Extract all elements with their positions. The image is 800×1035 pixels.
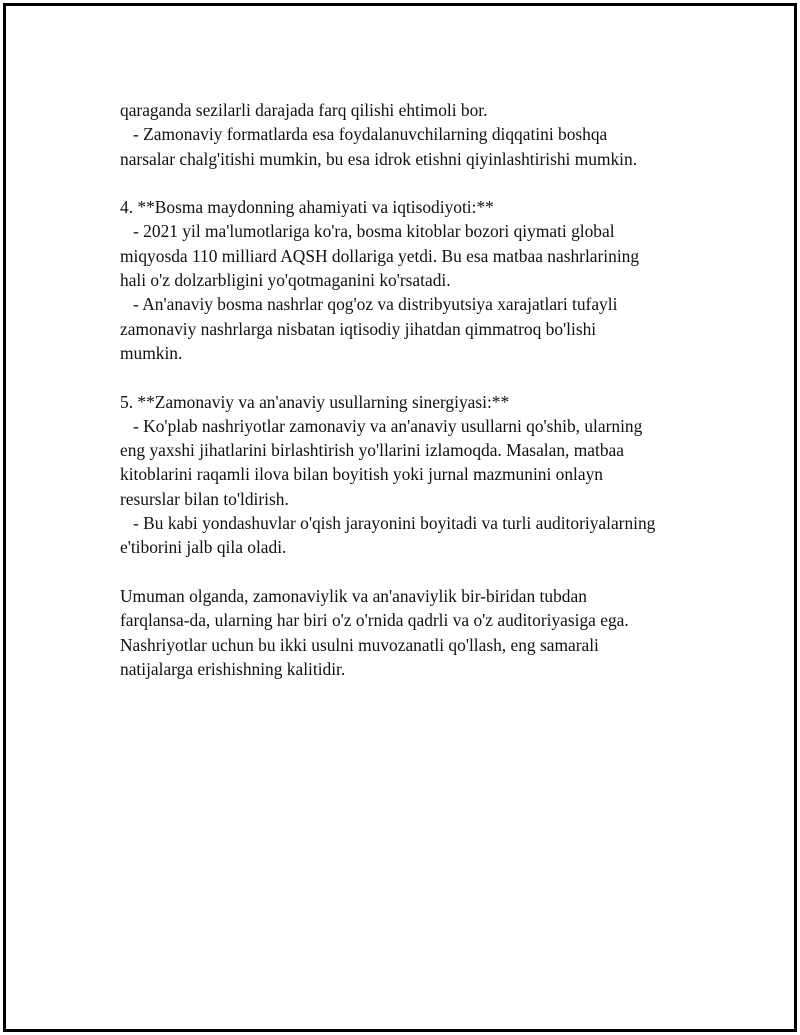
text-line: zamonaviy nashrlarga nisbatan iqtisodiy jihatdan qimmatroq bo'lishi xyxy=(120,318,597,339)
text-line: resurslar bilan to'ldirish. xyxy=(120,488,289,509)
text-line: - Zamonaviy formatlarda esa foydalanuvchilarning diqqatini boshqa xyxy=(120,124,608,145)
blank-line xyxy=(120,560,710,584)
text-line: kitoblarini raqamli ilova bilan boyitish yoki jurnal mazmunini onlayn xyxy=(120,464,603,485)
section-heading: 4. **Bosma maydonning ahamiyati va iqtisodiyoti:** xyxy=(120,197,494,218)
document-body xyxy=(120,98,710,681)
text-line: miqyosda 110 milliard AQSH dollariga yetdi. Bu esa matbaa nashrlarining xyxy=(120,245,640,266)
text-line: mumkin. xyxy=(120,342,183,363)
text-line: hali o'z dolzarbligini yo'qotmaganini ko'rsatadi. xyxy=(120,270,451,291)
page-frame xyxy=(3,3,797,1032)
text-line: Umuman olganda, zamonaviylik va an'anaviylik bir-biridan tubdan xyxy=(120,585,587,606)
text-line: - Ko'plab nashriyotlar zamonaviy va an'anaviy usullarni qo'shib, ularning xyxy=(120,415,643,436)
section-heading: 5. **Zamonaviy va an'anaviy usullarning sinergiyasi:** xyxy=(120,391,510,412)
text-line: natijalarga erishishning kalitidir. xyxy=(120,658,346,679)
text-line: narsalar chalg'itishi mumkin, bu esa idrok etishni qiyinlashtirishi mumkin. xyxy=(120,148,638,169)
text-line: farqlansa-da, ularning har biri o'z o'rnida qadrli va o'z auditoriyasiga ega. xyxy=(120,610,629,631)
text-line: eng yaxshi jihatlarini birlashtirish yo'llarini izlamoqda. Masalan, matbaa xyxy=(120,440,624,461)
text-line: qaraganda sezilarli darajada farq qilishi ehtimoli bor. xyxy=(120,100,488,120)
blank-line xyxy=(120,171,710,195)
text-line: - 2021 yil ma'lumotlariga ko'ra, bosma kitoblar bozori qiymati global xyxy=(120,221,615,242)
blank-line xyxy=(120,365,710,389)
text-line: - An'anaviy bosma nashrlar qog'oz va distribyutsiya xarajatlari tufayli xyxy=(120,294,618,315)
text-line: Nashriyotlar uchun bu ikki usulni muvozanatli qo'llash, eng samarali xyxy=(120,634,599,655)
text-line: e'tiborini jalb qila oladi. xyxy=(120,537,287,558)
text-line: - Bu kabi yondashuvlar o'qish jarayonini boyitadi va turli auditoriyalarning xyxy=(120,513,656,534)
